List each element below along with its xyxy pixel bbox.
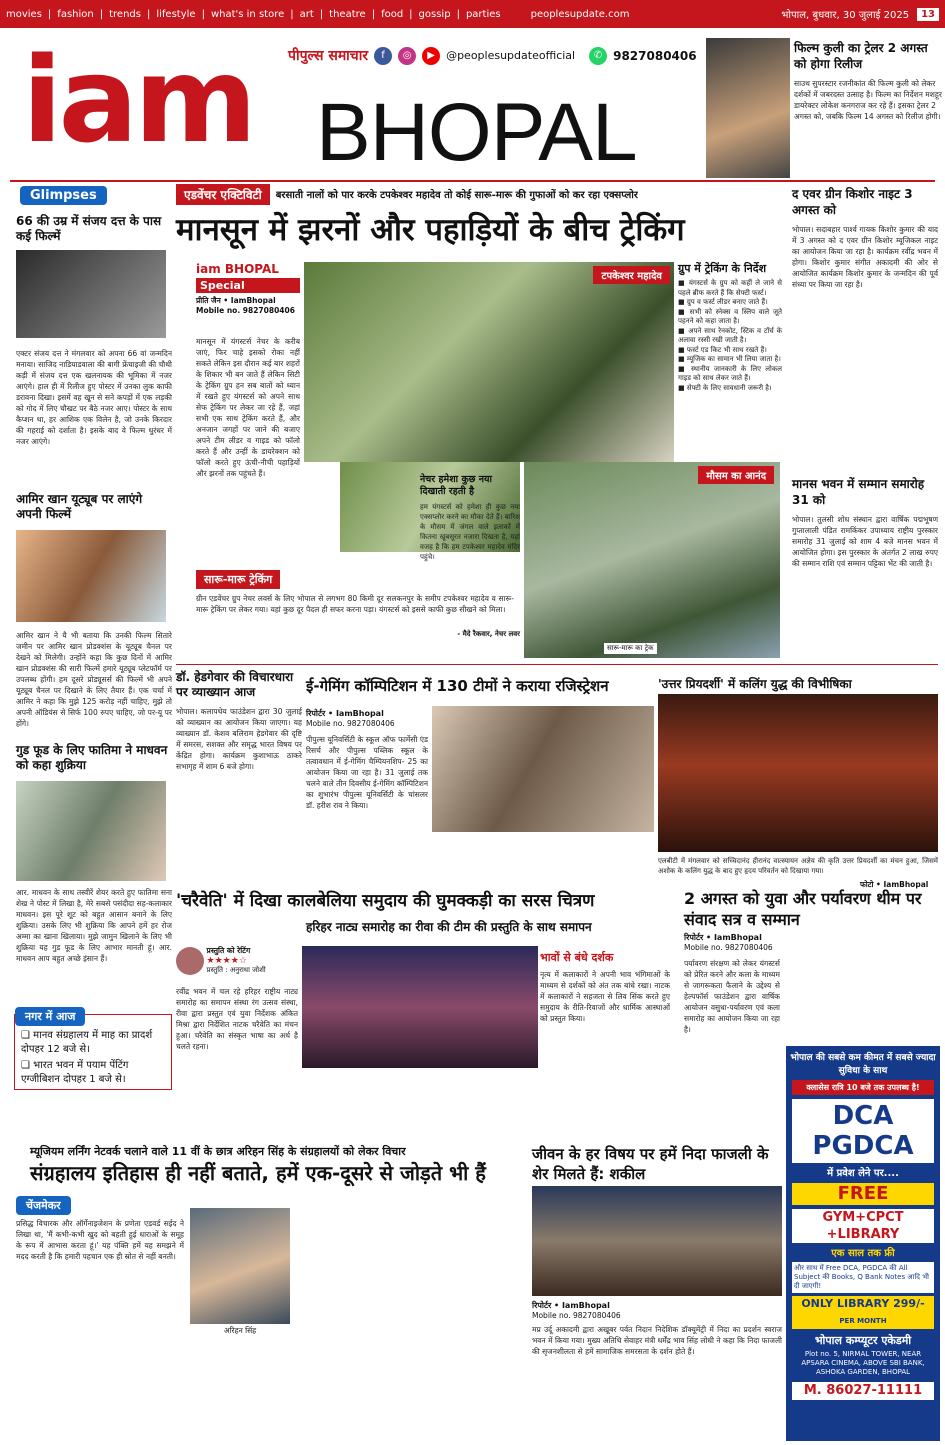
kalinga-photo: [658, 694, 938, 852]
top-right-body: साउथ सुपरस्टार रजनीकांत की फिल्म कुली को लेकर दर्शकों में जबरदस्त उत्साह है। फिल्म का निर्देशन मशहूर डायरेक्टर लोकेश कनगराज कर रहे हैं। इसका ट्रेलर 2 अगस्त को, जबकि फिल्म 14 अगस्त को रिलीज होगी।: [794, 79, 942, 121]
rating-stars: ★★★★☆: [206, 956, 247, 966]
egaming-photo: [432, 706, 654, 832]
manas-headline: मानस भवन में सम्मान समारोह 31 को: [792, 477, 925, 507]
shakil-mobile: Mobile no. 9827080406: [532, 1311, 621, 1320]
special-badge: iam BHOPAL Special प्रीति जैन • IamBhopal Mobile no. 9827080406: [196, 262, 300, 315]
trek-tag-2: मौसम का आनंद: [698, 466, 774, 484]
trek-caption: सारू-मारू का ट्रेक: [604, 643, 657, 654]
trek-kicker-row: [176, 184, 786, 204]
guideline-item: ■ सेफ्टी के लिए सावधानी जरूरी है।: [678, 383, 772, 392]
site-url[interactable]: peoplesupdate.com: [530, 8, 630, 20]
manas-bhavan-story: [792, 476, 938, 644]
quote-by: - मैदे रैकवार, नेचर लवर: [457, 630, 520, 638]
social-handle[interactable]: @peoplesupdateofficial: [446, 49, 576, 62]
egaming-mobile: Mobile no. 9827080406: [306, 719, 395, 728]
hedgewar-body: भोपाल। कलापथेय फाउंडेशन द्वारा 30 जुलाई को व्याख्यान का आयोजन किया जाएगा। यह व्याख्यान डॉ. केशव बलिराम हेडगेवार की दृष्टि में समरस, सशक्त और समृद्ध भारत विषय पर केंद्रित होगा। कार्यक्रम कुशाभाऊ ठाकरे सभागृह में शाम 6 बजे होगा।: [176, 707, 302, 771]
ad-free: FREE: [792, 1183, 934, 1205]
hedgewar-story: [176, 670, 302, 874]
reviewer-name: प्रस्तुति : अनुराधा जोशी: [206, 966, 266, 974]
masthead-logo-city: BHOPAL: [316, 87, 637, 178]
city-item-2: ❑ भारत भवन में पयाम पेंटिंग एग्जीबिशन दोपहर 1 बजे से।: [21, 1060, 129, 1085]
quote-headline: नेचर हमेशा कुछ नया दिखाती रहती है: [420, 474, 492, 497]
nav-theatre[interactable]: theatre: [329, 8, 366, 20]
ad-note: और साथ में Free DCA, PGDCA की All Subject की Books, Q Bank Notes आदि भी दी जाएगी!: [792, 1262, 934, 1293]
saru-maru-head: सारू-मारू ट्रेकिंग: [196, 570, 280, 589]
ad-top: भोपाल की सबसे कम कीमत में सबसे ज्यादा सुविधा के साथ: [790, 1053, 936, 1076]
academy-advertisement[interactable]: [786, 1046, 940, 1441]
ad-offer: GYM+CPCT +LIBRARY: [792, 1209, 934, 1243]
trek-mobile: Mobile no. 9827080406: [196, 306, 295, 315]
trek-guidelines: [678, 262, 782, 458]
trek-tag-1: टपकेश्वर महादेव: [593, 266, 670, 284]
whatsapp-number[interactable]: 9827080406: [613, 48, 697, 63]
charaiveti-side-head: भावों से बंधे दर्शक: [540, 951, 614, 964]
nav-parties[interactable]: parties: [465, 8, 501, 20]
charaiveti-photo: [302, 946, 538, 1068]
charaiveti-side: [540, 950, 670, 1087]
kalinga-photo-credit: फोटो • IamBhopal: [860, 880, 929, 889]
egaming-body: पीपुल्स यूनिवर्सिटी के स्कूल ऑफ फार्मेसी एंड रिसर्च और पीपुल्स पब्लिक स्कूल के तत्वावधान में ई-गेमिंग चैम्पियनशिप- 25 का आयोजन किया जा रहा है। 31 जुलाई तक चलने वाले तीन दिवसीय ई-गेमिंग कॉम्पिटिशन का शुभारंभ पीपुल्स यूनिवर्सिटी के चांसलर डॉ. हरीश राव ने किया।: [306, 735, 428, 810]
museum-headline: संग्रहालय इतिहास ही नहीं बताते, हमें एक-दूसरे से जोड़ते भी हैं: [30, 1161, 486, 1185]
trek-group-photo: [304, 262, 674, 462]
top-right-headline: फिल्म कुली का ट्रेलर 2 अगस्त को होगा रिलीज: [794, 41, 928, 71]
sanjay-photo: [16, 250, 166, 338]
sanjay-body: एक्टर संजय दत्त ने मंगलवार को अपना 66 वां जन्मदिन मनाया। साजिद नाडियाडवाला की बागी फ्रेंचाइजी की चौथी कड़ी में संजय दत्त एक खलनायक की भूमिका में नजर आएंगे। हाल ही में रिलीज हुए पोस्टर में उनका लुक काफी डरावना दिखा। इसमें वह खून से सने कपड़ों में एक लड़की को गोद में लिए चौखट पर बैठे नजर आए। पोस्टर के साथ कैप्शन था, हर आशिक एक विलेन है, जो उनके किरदार की गहराई को दर्शाता है। इसके बाद वे फिल्म धुरंधर में नजर आएंगे।: [16, 349, 172, 446]
egaming-byline: [306, 708, 428, 728]
shakil-byline: [532, 1300, 672, 1320]
fatima-body: आर. माधवन के साथ तस्वीरें शेयर करते हुए फातिमा सना शेख ने पोस्ट में लिखा है, मेरे सबसे पसंदीदा सह-कलाकार माधवन। इस पूरे शूट को बहुत आसान बनाने के लिए शुक्रिया। उसके लिए भी शुक्रिया कि आपने हमें हर रोज अम्मा का खाना खिलाया। मुझे जामुन खिलाने के लिए भी शुक्रिया यह गुड फूड के लिए आभार मानती हूं। आर. माधवन आप बहुत अच्छे इंसान हैं।: [16, 888, 172, 963]
trek-deck: बरसाती नालों को पार करके टपकेश्वर महादेव तो कोई सारू-मारू की गुफाओं को कर रहा एक्सप्लोर: [275, 190, 638, 201]
ad-course: DCA PGDCA: [792, 1099, 934, 1163]
kishore-night-story: [792, 186, 938, 452]
guideline-item: ■ यंगस्टर्स के ग्रुप को कहीं ले जाने से पहले ब्रीफ करते हैं कि सेफ्टी फर्स्ट।: [678, 279, 783, 297]
page-number: 13: [917, 8, 939, 21]
guideline-item: ■ म्यूजिक का सामान भी लिया जाता है।: [678, 355, 781, 363]
shakil-body: मप्र उर्दू अकादमी द्वारा अखूबर पर्वत निदान निदेशिक डॉक्यूमेंट्री में निदा का प्रदर्शन स्वराज भवन में किया गया। मुख्य अतिथि सेवाहर मंत्री धर्मेंद्र भाव सिंह लोधी ने कहा कि निदा फाजली की सृजनशीलता से हमें सामाजिक समरसता के दर्शन होते हैं।: [532, 1325, 782, 1356]
sammelan-headline: 2 अगस्त को युवा और पर्यावरण थीम पर संवाद सत्र व सम्मान: [684, 889, 922, 929]
ad-phone[interactable]: M. 86027-11111: [792, 1382, 934, 1400]
rating-label: प्रस्तुति को रेटिंग: [206, 946, 251, 955]
nav-movies[interactable]: movies: [6, 8, 42, 20]
sammelan-body: पर्यावरण संरक्षण को लेकर यंगस्टर्स को प्रेरित करने और कला के माध्यम से जागरूकता फैलाने के उद्देश्य से हेल्पफॉर्स फाउंडेशन द्वारा वार्षिक आयोजन वसुधा-पर्यावरण एवं कला समारोह का आयोजन किया जा रहा है।: [684, 959, 780, 1034]
youtube-icon[interactable]: ▶: [422, 47, 440, 65]
kishore-headline: द एवर ग्रीन किशोर नाइट 3 अगस्त को: [792, 187, 913, 217]
nav-lifestyle[interactable]: lifestyle: [156, 8, 196, 20]
guideline-item: ■ अपने साथ रेनकोट, स्टिक व टॉर्च के अलावा रस्सी रखी जाती है।: [678, 326, 782, 344]
trek-reporter: प्रीति जैन • IamBhopal: [196, 296, 276, 305]
charaiveti-deck: हरिहर नाट्य समारोह का रीवा की टीम की प्रस्तुति के साथ समापन: [306, 920, 592, 934]
fatima-headline: गुड फूड के लिए फातिमा ने माधवन को कहा शुक्रिया: [16, 743, 168, 772]
guideline-item: ■ फर्स्ट एड किट भी साथ रखते हैं।: [678, 345, 767, 354]
charaiveti-side-body: नृत्य में कलाकारों ने अपनी भाव भंगिमाओं के माध्यम से दर्शकों को अंत तक बांधे रखा। नाटक में कलाकारों ने सहजता से लिव सिंक करते हुए समुदाय के रीति-रिवाजों और धार्मिक आस्थाओं को प्रस्तुत किया।: [540, 970, 670, 1023]
brand-bar: [288, 46, 697, 65]
ad-library: ONLY LIBRARY 299/- PER MONTH: [792, 1296, 934, 1329]
ad-academy-name: भोपाल कम्प्यूटर एकेडमी: [814, 1334, 912, 1347]
glimpses-label: Glimpses: [20, 186, 107, 205]
guideline-item: ■ स्थानीय जानकारी के लिए लोकल गाइड को साथ लेकर जाते हैं।: [678, 364, 782, 382]
arihan-photo: [190, 1208, 290, 1324]
charaiveti-rating: [176, 946, 298, 975]
aamir-body: आमिर खान ने यै भी बताया कि उनकी फिल्म सितारे जमीन पर आमिर खान प्रोडक्शंस के यूट्यूब चैनल पर देखने को मिलेगी। उन्होंने कहा कि कुछ दिनों में आमिर खान प्रोडक्शंस की सारी फिल्में हमारे यूट्यूब प्लेटफॉर्म पर उपलब्ध होंगी। हम दूसरे प्रोड्यूसर्स की फिल्में भी अपने यूट्यूब चैनल पर दिखाने के लिए तैयार हैं। एक चर्चा में आमिर ने कहा कि मुझे 125 करोड़ नहीं चाहिए, मुझे तो अपनी ऑडियंस से सिर्फ 100 रुपए चाहिए, जो पर-यू पर होंगे।: [16, 631, 172, 728]
ad-batch: क्लासेस रात्रि 10 बजे तक उपलब्ध है!: [792, 1080, 934, 1095]
guidelines-list: [678, 279, 782, 393]
guideline-item: ■ सभी को स्नेक्स व स्लिप वाले जूते पहनने को कहा जाता है।: [678, 307, 782, 325]
guideline-item: ■ ग्रुप व फर्स्ट लीडर बनाए जाते हैं।: [678, 298, 768, 306]
city-today-label: नगर में आज: [15, 1007, 85, 1026]
arihan-name: अरिहन सिंह: [223, 1326, 257, 1335]
aamir-story: [16, 492, 172, 764]
charaiveti-body: रवींद्र भवन में चल रहे हरिहर राष्ट्रीय नाट्य समारोह का समापन संस्था रंग उत्सव संस्था, रीवा द्वारा प्रस्तुत एवं युवा निर्देशक अंकित मिश्रा द्वारा निर्देशित नाटक चरैवेति का मंचन हुआ। चरैवेति का संस्कृत भाषा का अर्थ है चलते रहना।: [176, 987, 298, 1051]
top-nav-bar: [0, 0, 945, 28]
manas-body: भोपाल। तुलसी शोध संस्थान द्वारा वार्षिक पद्मभूषण गुप्तालाली पंडित रामकिंकर उपाध्याय राष्ट्रीय पुरस्कार समारोह 31 जुलाई को शाम 4 बजे मानस भवन में आयोजित होगा। इस पुरस्कार के अंतर्गत 2 लाख रुपए की सम्मान राशि एवं सम्मान पट्टिका भेंट की जाती है।: [792, 515, 938, 568]
facebook-icon[interactable]: f: [374, 47, 392, 65]
aamir-headline: आमिर खान यूट्यूब पर लाएंगे अपनी फिल्में: [16, 492, 143, 521]
city-today-box: [14, 1010, 172, 1090]
kishore-body: भोपाल। सदाबहार पार्श्व गायक किशोर कुमार की याद में 3 अगस्त को द एवर ग्रीन किशोर म्यूजिकल नाइट का आयोजन किया जा रहा है। कार्यक्रम रवींद्र भवन में होगा। किशोर कुमार संगीत अकादमी की ओर से आयोजित कार्यक्रम किशोर कुमार के जन्मदिन की पूर्व संध्या पर किया जा रहा है।: [792, 225, 938, 289]
sanjay-story: [16, 214, 172, 488]
nav-gossip[interactable]: gossip: [418, 8, 451, 20]
fatima-photo: [16, 781, 166, 881]
sammelan-reporter: रिपोर्टर • IamBhopal: [684, 933, 762, 942]
masthead-divider: [10, 180, 935, 182]
hedgewar-headline: डॉ. हेडगेवार की विचारधारा पर व्याख्यान आज: [176, 670, 294, 699]
top-right-story: [706, 38, 942, 178]
sanjay-headline: 66 की उम्र में संजय दत्त के पास कई फिल्में: [16, 214, 162, 243]
shakil-headline: जीवन के हर विषय पर हमें निदा फाजली के शेर मिलते हैं: शकील: [532, 1145, 769, 1183]
sammelan-byline: [684, 932, 804, 952]
sammelan-mobile: Mobile no. 9827080406: [684, 943, 773, 952]
nav-trends[interactable]: trends: [109, 8, 141, 20]
whatsapp-icon[interactable]: ✆: [589, 47, 607, 65]
museum-body: प्रसिद्ध विचारक और ऑर्गेनाइजेशन के प्रणेता एडवर्ड सईद ने लिखा था, 'मैं कभी-कभी खुद को बहती हुई धाराओं के समूह के रूप में आभास करता हूं।' यह पंक्ति हमें यह समझने में मदद करती है कि हमारी पहचान एक ही स्रोत से नहीं बनती।: [16, 1219, 184, 1261]
fatima-story: [16, 743, 172, 1005]
section-nav: movies | fashion | trends | lifestyle | what's in store | art | theatre | food | gossip | parties: [6, 8, 501, 20]
trek-body: मानसून में यंगस्टर्स नेचर के करीब जाएं, फिर चाहे इसको रोका नहीं सकते लेकिन इस दौरान कई बार शहरों के शिकार भी बन जाते हैं लेकिन सिटी के ट्रेकिंग ग्रुप हन सब बातों को ध्यान में रखते हुए यंगस्टर्स को अपने साथ सेफ ट्रेकिंग पर लेकर जा रहे हैं, जहां सभी एक साथ ट्रेकिंग करते हैं, और अनजान जगहों पर जाने की बजाए अपने टीम लीडर व गाइड को फॉलो करते हैं और उन्हीं के डायरेक्शन को फॉलो करते हुए ऊंची-नीची पहाड़ियों और झरनों तक पहुंचते हैं।: [196, 337, 300, 478]
instagram-icon[interactable]: ◎: [398, 47, 416, 65]
nav-fashion[interactable]: fashion: [57, 8, 94, 20]
trek-river-photo: [524, 462, 780, 658]
saru-maru-body: ग्रीन एडवेंचर ग्रुप नेचर लवर्स के लिए भोपाल से लगभग 80 किमी दूर सलकनपुर के समीप टपकेश्वर महादेव व सारू-मारू ट्रेकिंग पर लेकर गया। यहां कुछ दूर पैदल ही सफर करना पड़ा। यंगस्टर्स को इससे काफी कुछ सीखने को मिला।: [196, 594, 514, 614]
egaming-headline: ई-गेमिंग कॉम्पिटिशन में 130 टीमों ने कराया रजिस्ट्रेशन: [306, 677, 609, 695]
shakil-reporter: रिपोर्टर • IamBhopal: [532, 1301, 610, 1310]
ad-admission: में प्रवेश लेने पर....: [827, 1168, 899, 1179]
nav-art[interactable]: art: [299, 8, 314, 20]
kalinga-headline: 'उत्तर प्रियदर्शी' में कलिंग युद्ध की विभीषिका: [658, 677, 852, 691]
city-item-1: ❑ मानव संग्रहालय में माह का प्रादर्श दोपहर 12 बजे से।: [21, 1030, 153, 1055]
section-divider: [176, 664, 938, 665]
shakil-photo: [532, 1186, 782, 1296]
ad-address: Plot no. 5, NIRMAL TOWER, NEAR APSARA CINEMA, ABOVE SBI BANK, ASHOKA GARDEN, BHOPAL: [801, 1350, 925, 1376]
changemaker-tag: चेंजमेकर: [16, 1196, 71, 1215]
aamir-photo: [16, 530, 166, 622]
masthead-logo-iam: iam: [22, 31, 254, 169]
trek-headline: मानसून में झरनों और पहाड़ियों के बीच ट्रेकिंग: [176, 212, 685, 248]
rajinikanth-photo: [706, 38, 790, 178]
reviewer-avatar: [176, 947, 204, 975]
trek-kicker: एडवेंचर एक्टिविटी: [176, 184, 270, 205]
ad-duration: एक साल तक फ्री: [831, 1248, 895, 1259]
kalinga-caption: एलबीटी में मंगलवार को सच्चिदानंद हीरानंद वात्स्यायन अज्ञेय की कृति उत्तर प्रियदर्शी का मंचन हुआ, जिसमें अशोक के कलिंग युद्ध के बाद हुए हृदय परिवर्तन को दिखाया गया।: [658, 857, 938, 875]
guidelines-head: ग्रुप में ट्रेकिंग के निर्देश: [678, 262, 767, 275]
quote-body: हम यंगस्टर्स को हमेशा ही कुछ नया एक्सप्लोर करने का मौका देते हैं। बारिश के मौसम में जंगल वाले इलाकों में कितना खूबसूरत नजारा दिखता है, यहां वजह है कि हम टपकेश्वर महादेव मंदिर पहुंचे।: [420, 503, 520, 561]
egaming-reporter: रिपोर्टर • IamBhopal: [306, 709, 384, 718]
nav-whats-in-store[interactable]: what's in store: [210, 8, 285, 20]
paper-name: पीपुल्स समाचार: [288, 48, 369, 64]
charaiveti-headline: 'चरैवेति' में दिखा कालबेलिया समुदाय की घुमक्कड़ी का सरस चित्रण: [176, 891, 595, 911]
museum-deck: म्यूजियम लर्निंग नेटवर्क चलाने वाले 11 वीं के छात्र अरिहन सिंह के संग्रहालयों को लेकर विचार: [30, 1145, 406, 1158]
edition-date: भोपाल, बुधवार, 30 जुलाई 2025: [781, 10, 910, 21]
nav-food[interactable]: food: [381, 8, 404, 20]
